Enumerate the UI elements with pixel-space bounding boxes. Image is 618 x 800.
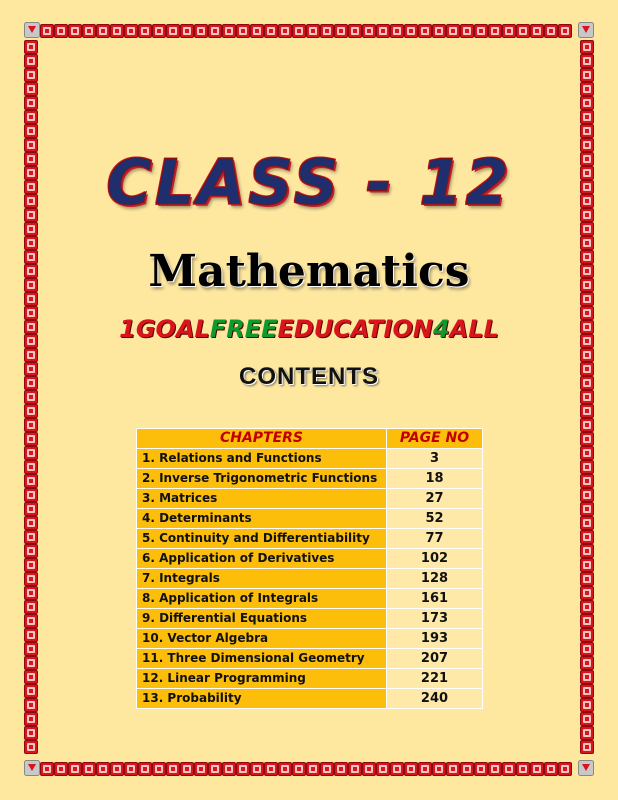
ornament-tile-icon [209,763,222,776]
page-number: 52 [387,509,483,529]
ornament-tile-icon [581,41,594,54]
ornament-tile-icon [581,629,594,642]
brand-part-2: FREE [209,315,278,343]
ornament-tile-icon [83,763,96,776]
ornament-tile-icon [25,405,38,418]
ornament-tile-icon [25,601,38,614]
ornament-tile-icon [489,25,502,38]
ornament-tile-icon [581,475,594,488]
ornament-tile-icon [125,763,138,776]
ornament-tile-icon [581,461,594,474]
ornament-tile-icon [581,587,594,600]
corner-ornament-icon [579,23,594,38]
ornament-tile-icon [581,69,594,82]
column-header-chapters: CHAPTERS [137,429,387,449]
page-number: 3 [387,449,483,469]
ornament-tile-icon [25,111,38,124]
page-number: 102 [387,549,483,569]
ornament-tile-icon [55,25,68,38]
ornament-tile-icon [581,685,594,698]
page-number: 161 [387,589,483,609]
ornament-tile-icon [25,573,38,586]
ornament-tile-icon [391,763,404,776]
ornament-tile-icon [97,763,110,776]
chapter-name: 4. Determinants [137,509,387,529]
ornament-tile-icon [545,763,558,776]
ornament-tile-icon [433,763,446,776]
ornament-tile-icon [25,69,38,82]
ornament-tile-icon [25,615,38,628]
page-number: 77 [387,529,483,549]
ornament-tile-icon [545,25,558,38]
chapter-name: 3. Matrices [137,489,387,509]
ornament-tile-icon [97,25,110,38]
ornament-tile-icon [349,763,362,776]
ornament-tile-icon [153,25,166,38]
ornament-tile-icon [531,763,544,776]
ornament-tile-icon [405,25,418,38]
ornament-tile-icon [251,763,264,776]
ornament-tile-icon [25,475,38,488]
ornament-tile-icon [363,763,376,776]
ornament-tile-icon [139,763,152,776]
ornament-tile-icon [69,25,82,38]
ornament-tile-icon [265,25,278,38]
ornament-tile-icon [237,25,250,38]
ornament-tile-icon [433,25,446,38]
ornament-tile-icon [559,25,572,38]
page-number: 221 [387,669,483,689]
ornament-tile-icon [41,25,54,38]
page-number: 18 [387,469,483,489]
ornament-tile-icon [279,25,292,38]
ornament-tile-icon [335,25,348,38]
ornament-tile-icon [111,25,124,38]
ornament-tile-icon [167,25,180,38]
ornament-tile-icon [25,503,38,516]
chapter-name: 8. Application of Integrals [137,589,387,609]
ornament-tile-icon [25,643,38,656]
chapter-name: 5. Continuity and Differentiability [137,529,387,549]
ornament-tile-icon [223,25,236,38]
ornament-tile-icon [167,763,180,776]
ornament-tile-icon [517,763,530,776]
chapter-name: 7. Integrals [137,569,387,589]
page-number: 193 [387,629,483,649]
page-number: 128 [387,569,483,589]
ornament-tile-icon [581,559,594,572]
ornament-tile-icon [25,349,38,362]
ornament-tile-icon [209,25,222,38]
ornament-tile-icon [581,741,594,754]
ornament-tile-icon [581,531,594,544]
ornament-tile-icon [251,25,264,38]
ornament-tile-icon [25,461,38,474]
ornament-tile-icon [293,763,306,776]
ornament-tile-icon [25,531,38,544]
ornament-tile-icon [25,447,38,460]
ornament-tile-icon [25,55,38,68]
ornament-tile-icon [279,763,292,776]
ornament-tile-icon [321,25,334,38]
ornament-tile-icon [25,517,38,530]
ornament-tile-icon [41,763,54,776]
ornament-tile-icon [461,25,474,38]
ornament-tile-icon [581,503,594,516]
ornament-tile-icon [581,433,594,446]
ornament-tile-icon [581,671,594,684]
ornament-tile-icon [447,763,460,776]
ornament-tile-icon [265,763,278,776]
ornament-tile-icon [581,83,594,96]
ornament-tile-icon [25,671,38,684]
ornament-tile-icon [447,25,460,38]
ornament-tile-icon [25,391,38,404]
ornament-tile-icon [581,125,594,138]
ornament-tile-icon [25,433,38,446]
chapter-name: 6. Application of Derivatives [137,549,387,569]
brand-tagline [0,314,618,344]
ornament-tile-icon [25,699,38,712]
ornament-tile-icon [581,615,594,628]
ornament-tile-icon [25,559,38,572]
ornament-tile-icon [475,25,488,38]
table-row [137,689,483,709]
ornament-tile-icon [581,419,594,432]
ornament-tile-icon [503,763,516,776]
ornament-tile-icon [25,223,38,236]
ornament-tile-icon [25,489,38,502]
ornament-tile-icon [363,25,376,38]
ornament-tile-icon [153,763,166,776]
ornament-tile-icon [223,763,236,776]
chapter-name: 2. Inverse Trigonometric Functions [137,469,387,489]
ornament-tile-icon [581,223,594,236]
contents-heading: CONTENTS [239,363,379,390]
ornament-tile-icon [195,25,208,38]
ornament-tile-icon [25,545,38,558]
ornament-tile-icon [419,25,432,38]
ornament-tile-icon [559,763,572,776]
ornament-tile-icon [293,25,306,38]
ornament-tile-icon [581,405,594,418]
ornament-tile-icon [25,713,38,726]
ornament-tile-icon [581,643,594,656]
ornament-tile-icon [581,601,594,614]
table-row [137,649,483,669]
ornament-tile-icon [581,545,594,558]
page-number: 27 [387,489,483,509]
chapter-name: 1. Relations and Functions [137,449,387,469]
ornament-tile-icon [195,763,208,776]
ornament-tile-icon [83,25,96,38]
ornament-tile-icon [461,763,474,776]
ornament-tile-icon [581,699,594,712]
ornament-tile-icon [581,657,594,670]
table-row [137,589,483,609]
ornament-tile-icon [503,25,516,38]
ornament-tile-icon [531,25,544,38]
ornament-tile-icon [581,573,594,586]
ornament-tile-icon [489,763,502,776]
ornament-tile-icon [581,55,594,68]
ornament-tile-icon [111,763,124,776]
ornament-tile-icon [419,763,432,776]
ornament-tile-icon [581,111,594,124]
ornament-tile-icon [581,713,594,726]
subject-title: Mathematics [148,246,470,297]
ornament-tile-icon [181,25,194,38]
ornament-tile-icon [391,25,404,38]
table-row [137,449,483,469]
table-row [137,669,483,689]
corner-ornament-icon [25,761,40,776]
ornament-tile-icon [181,763,194,776]
ornament-tile-icon [581,349,594,362]
chapter-name: 11. Three Dimensional Geometry [137,649,387,669]
brand-part-5: ALL [449,315,499,343]
table-header-row [137,429,483,449]
ornament-tile-icon [25,685,38,698]
ornament-tile-icon [581,391,594,404]
ornament-tile-icon [25,97,38,110]
ornament-tile-icon [25,629,38,642]
ornament-tile-icon [377,763,390,776]
ornament-tile-icon [349,25,362,38]
ornament-tile-icon [321,763,334,776]
ornament-tile-icon [25,741,38,754]
table-row [137,629,483,649]
ornament-tile-icon [55,763,68,776]
ornament-tile-icon [581,517,594,530]
ornament-tile-icon [405,763,418,776]
table-row [137,549,483,569]
ornament-tile-icon [25,125,38,138]
ornament-tile-icon [25,419,38,432]
ornament-tile-icon [581,727,594,740]
table-row [137,569,483,589]
ornament-tile-icon [237,763,250,776]
page-number: 207 [387,649,483,669]
page-number: 240 [387,689,483,709]
brand-part-3: EDUCATION [277,315,433,343]
ornament-tile-icon [517,25,530,38]
ornament-tile-icon [581,447,594,460]
ornament-tile-icon [69,763,82,776]
ornament-tile-icon [25,727,38,740]
ornament-tile-icon [377,25,390,38]
table-row [137,529,483,549]
ornament-tile-icon [25,41,38,54]
ornament-tile-icon [125,25,138,38]
table-row [137,489,483,509]
contents-table [136,428,483,709]
chapter-name: 9. Differential Equations [137,609,387,629]
column-header-page-no: PAGE NO [387,429,483,449]
ornament-tile-icon [581,97,594,110]
chapter-name: 13. Probability [137,689,387,709]
brand-part-1: 1GOAL [119,315,210,343]
brand-part-4: 4 [432,315,450,343]
ornament-tile-icon [139,25,152,38]
ornament-tile-icon [307,763,320,776]
ornament-tile-icon [25,657,38,670]
table-row [137,609,483,629]
ornament-tile-icon [335,763,348,776]
corner-ornament-icon [25,23,40,38]
class-title: CLASS - 12 [106,146,512,219]
chapter-name: 12. Linear Programming [137,669,387,689]
ornament-tile-icon [581,489,594,502]
page-number: 173 [387,609,483,629]
ornament-tile-icon [25,83,38,96]
table-row [137,509,483,529]
ornament-tile-icon [25,587,38,600]
table-row [137,469,483,489]
ornament-tile-icon [307,25,320,38]
ornament-tile-icon [475,763,488,776]
corner-ornament-icon [579,761,594,776]
chapter-name: 10. Vector Algebra [137,629,387,649]
